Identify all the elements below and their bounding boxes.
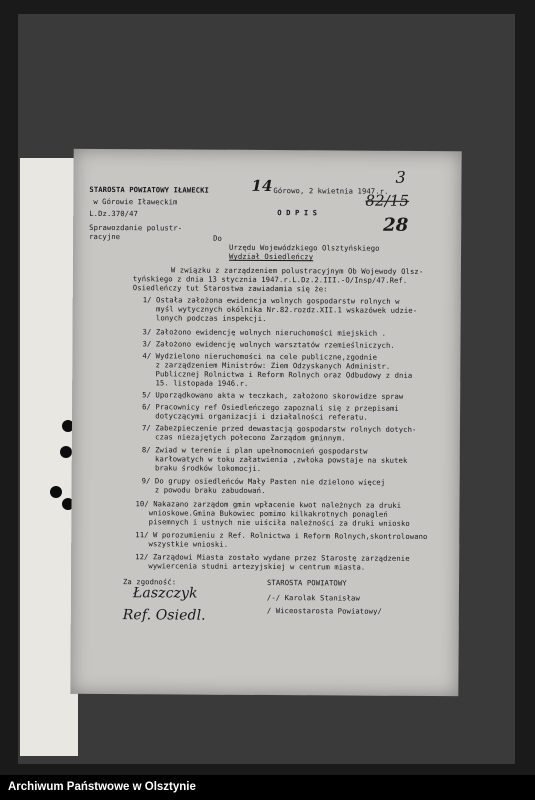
item-line: braku środków lokomocji. bbox=[141, 463, 262, 473]
item-line: wnioskowe.Gmina Bukowiec pomimo kilkakrotnych ponagleń bbox=[135, 508, 388, 519]
punch-hole bbox=[60, 446, 72, 458]
handwritten-number: 14 bbox=[251, 176, 273, 196]
copy-mark: O D P I S bbox=[277, 208, 318, 218]
item-line: myśl wytycznych okólnika Nr.82.rozdz.XII.1 wskazówek udzie- bbox=[142, 304, 418, 315]
item-line: 1/ Ostała założona ewidencja wolnych gospodarstw rolnych w bbox=[142, 295, 400, 306]
item-line: 12/ Zarządowi Miasta zostało wydane przez Starostę zarządzenie bbox=[135, 552, 410, 563]
handwritten-corner: 3 bbox=[395, 167, 406, 187]
signatory-name: /-/ Karolak Stanisław bbox=[266, 593, 360, 603]
office-label: STAROSTA POWIATOWY bbox=[266, 578, 347, 588]
authority-line2: w Górowie Iławeckim bbox=[93, 196, 178, 207]
handwritten-crossed: 82/15 bbox=[365, 191, 410, 210]
item-line: czas niezajętych połecono Zarządom gminnym. bbox=[141, 432, 346, 443]
recipient-line2: Wydział Osiedleńczy bbox=[228, 251, 314, 262]
item-line: wywiercenia studni artezyjskiej w centrum miasta. bbox=[135, 561, 366, 572]
item-line: z powodu braku zabudowań. bbox=[141, 485, 266, 495]
item-line: 15. listopada 1946.r. bbox=[142, 378, 249, 388]
binder-sheet bbox=[20, 158, 78, 756]
item-line: karłowatych w toku załatwienia ,zwłoka powstaje na skutek bbox=[141, 454, 408, 465]
recipient-line1: Urzędu Wojewódzkiego Olsztyńskiego bbox=[229, 242, 380, 253]
item-line: 7/ Zabezpieczenie przed dewastacją gospodarstw rolnych dotych- bbox=[141, 423, 417, 434]
subject-line1: Sprawozdanie polustr- bbox=[89, 222, 183, 233]
item-line: z zarządzeniem Ministrów: Ziem Odzyskanych Administr. bbox=[142, 360, 391, 371]
archive-footer bbox=[0, 775, 535, 800]
item-line: 3/ Założono ewidencję wolnych warsztatów rzemieślniczych. bbox=[142, 339, 395, 350]
item-line: 4/ Wydzielono nieruchomości na cele publiczne,zgodnie bbox=[142, 351, 378, 362]
item-line: dotyczącymi organizacji i działalności referatu. bbox=[142, 411, 368, 422]
item-line: 10/ Nakazano zarządom gmin wpłacenie kwot należnych za druki bbox=[135, 499, 402, 510]
item-line: 9/ Do grupy osiedleńców Mały Pasten nie dzielono więcej bbox=[141, 476, 386, 487]
item-line: 11/ W porozumieniu z Ref. Rolnictwa i Reform Rolnych,skontrolowano bbox=[135, 530, 428, 541]
subject-line2: racyjne bbox=[89, 231, 121, 242]
intro-line: Osiedleńczy tut Starostwa zawiadamia się że: bbox=[132, 283, 328, 294]
handwritten-big: 28 bbox=[383, 214, 409, 236]
item-line: lonych podczas inspekcji. bbox=[142, 313, 267, 324]
conformity-label: Za zgodność: bbox=[122, 577, 177, 587]
handwritten-signature: Łaszczyk bbox=[132, 585, 198, 602]
intro-line: tyńskiego z dnia 13 stycznia 1947.r.L.Dz.2.III.-O/Insp/47.Ref. bbox=[132, 274, 408, 285]
item-line: 3/ Założono ewidencję wolnych nieruchomości miejskich . bbox=[142, 327, 387, 338]
item-line: 5/ Uporządkowano akta w teczkach, założono skorowidze spraw bbox=[142, 390, 404, 401]
document-page bbox=[70, 149, 461, 696]
item-line: 8/ Zwiad w terenie i plan upełnomocnień gospodarstw bbox=[141, 445, 368, 456]
signatory-title: / Wiceostarosta Powiatowy/ bbox=[266, 606, 382, 616]
punch-hole bbox=[50, 486, 62, 498]
reference-number: L.Dz.370/47 bbox=[89, 208, 139, 219]
item-line: wszystkie wnioski. bbox=[135, 539, 229, 549]
item-line: Publicznej Rolnictwa i Reform Rolnych oraz Odbudowy z dnia bbox=[142, 369, 413, 380]
handwritten-signature: Ref. Osiedl. bbox=[122, 607, 206, 624]
item-line: pisemnych i ustnych nie uiściła należności za druki wniosko bbox=[135, 517, 410, 528]
recipient-prefix: Do bbox=[213, 233, 223, 243]
intro-line: W związku z zarządzeniem polustracyjnym Ob Wojewody Olsz- bbox=[170, 265, 424, 276]
item-line: 6/ Pracownicy ref Osiedleńczego zapoznali się z przepisami bbox=[142, 402, 399, 413]
archive-label: Archiwum Państwowe w Olsztynie bbox=[8, 781, 196, 793]
place-date: Górowo, 2 kwietnia 1947.r. bbox=[273, 186, 389, 196]
authority-line1: STAROSTA POWIATOWY IŁAWECKI bbox=[89, 184, 209, 195]
